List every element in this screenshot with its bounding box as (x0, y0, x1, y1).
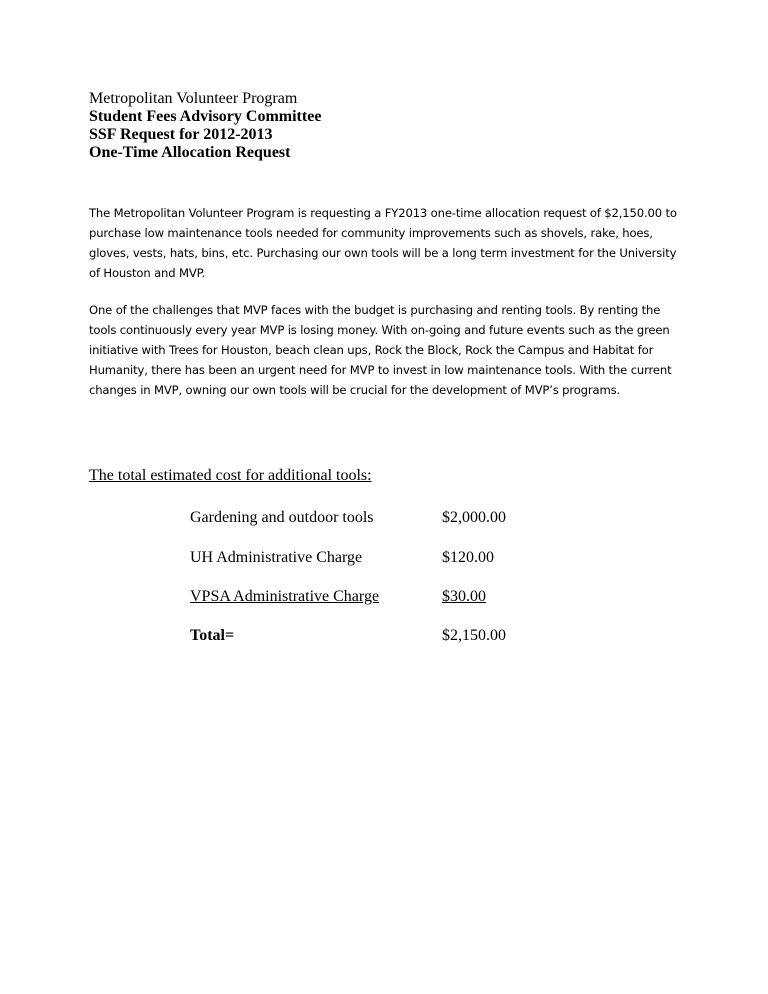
paragraph-line: One of the challenges that MVP faces with the budget is purchasing and renting tools. By renting the (89, 303, 661, 317)
cost-label: Gardening and outdoor tools (190, 509, 374, 526)
cost-amount: $2,000.00 (442, 509, 506, 526)
intro-paragraph (89, 203, 689, 283)
cost-amount: $120.00 (442, 549, 494, 566)
paragraph-line: gloves, vests, hats, bins, etc. Purchasing our own tools will be a long term investment for the University (89, 246, 677, 260)
paragraph-line: changes in MVP, owning our own tools will be crucial for the development of MVP’s programs. (89, 383, 621, 397)
request-title: SSF Request for 2012-2013 (89, 126, 273, 143)
cost-amount: $30.00 (442, 588, 486, 605)
cost-row-total (0, 626, 768, 646)
paragraph-line: The Metropolitan Volunteer Program is requesting a FY2013 one-time allocation request of $2,150.00 to (89, 206, 677, 220)
total-amount: $2,150.00 (442, 627, 506, 644)
paragraph-line: of Houston and MVP. (89, 266, 206, 280)
paragraph-line: Humanity, there has been an urgent need for MVP to invest in low maintenance tools. With the current (89, 363, 672, 377)
cost-label: VPSA Administrative Charge (190, 588, 380, 605)
cost-row-vpsa-admin (0, 587, 768, 607)
paragraph-line: tools continuously every year MVP is losing money. With on-going and future events such as the green (89, 323, 670, 337)
total-label: Total= (190, 627, 235, 644)
org-name: Metropolitan Volunteer Program (89, 90, 298, 107)
cost-row-uh-admin (0, 548, 768, 568)
challenges-paragraph (89, 300, 689, 400)
request-type: One-Time Allocation Request (89, 144, 291, 161)
committee-name: Student Fees Advisory Committee (89, 108, 322, 125)
paragraph-line: initiative with Trees for Houston, beach clean ups, Rock the Block, Rock the Campus and Habitat for (89, 343, 654, 357)
cost-heading: The total estimated cost for additional tools: (89, 467, 372, 484)
document-header (89, 90, 689, 162)
cost-label: UH Administrative Charge (190, 549, 363, 566)
cost-row-gardening (0, 508, 768, 528)
paragraph-line: purchase low maintenance tools needed for community improvements such as shovels, rake, hoes, (89, 226, 653, 240)
